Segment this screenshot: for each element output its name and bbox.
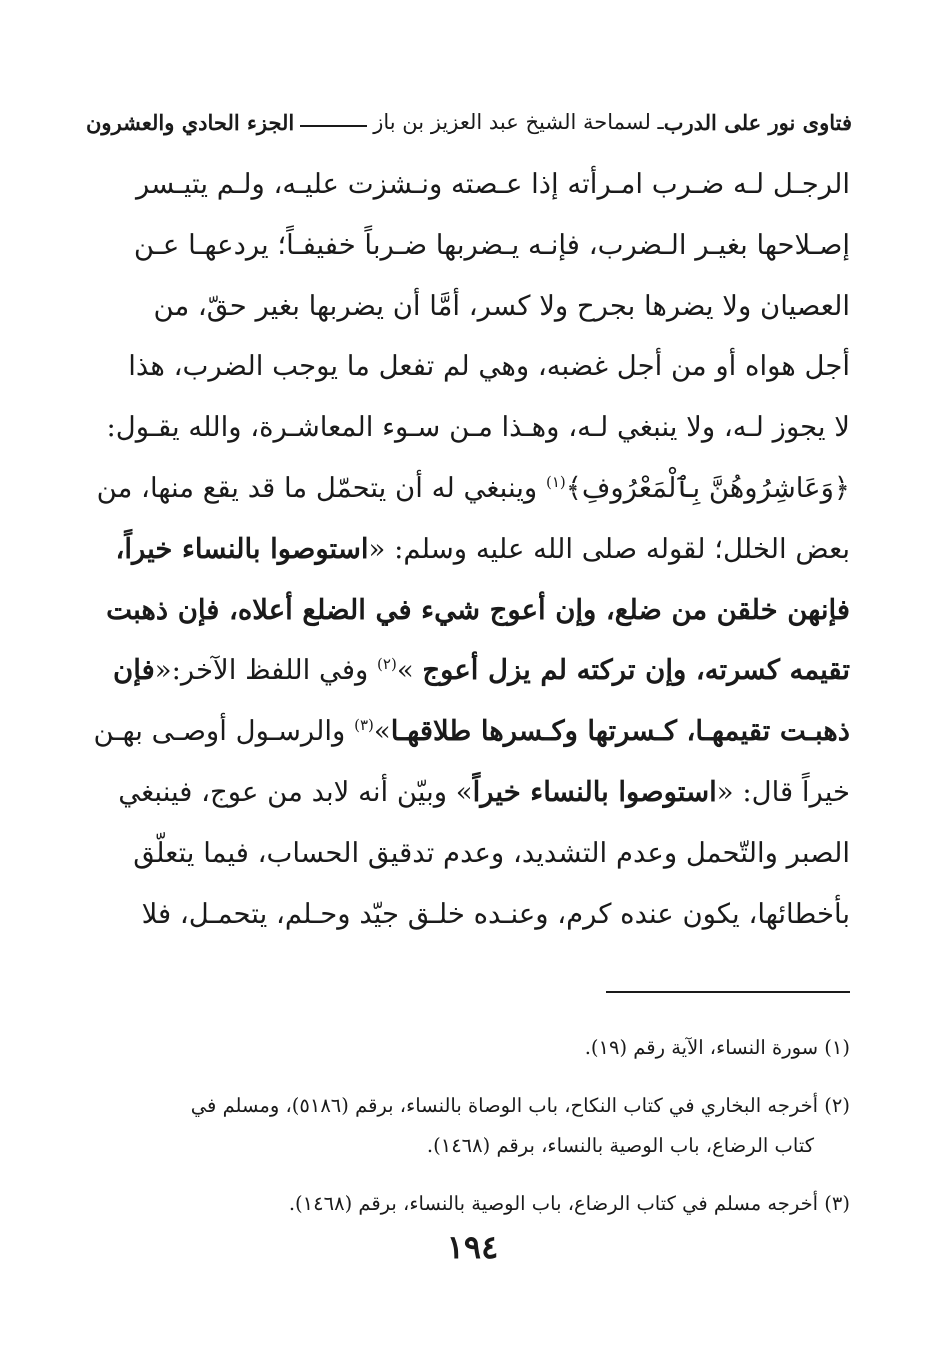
footnote-1: (١) سورة النساء، الآية رقم (١٩). xyxy=(584,1036,850,1059)
quote-close: » xyxy=(373,715,391,748)
text-line xyxy=(80,215,850,276)
text-line-11 xyxy=(118,762,850,823)
text-line xyxy=(80,762,850,823)
text-line-7-plain: بعض الخلل؛ لقوله صلى الله عليه وسلم: « xyxy=(368,532,850,565)
text-line xyxy=(80,154,850,215)
text-line-13: بأخطائها، يكون عنده كرم، وعنـده خلـق جيّد وحـلم، يتحمـل، فلا xyxy=(141,897,850,930)
text-line-5: لا يجوز لـه، ولا ينبغي لـه، وهـذا مـن سـوء المعاشـرة، والله يقـول: xyxy=(106,411,850,444)
text-line-11-plain: خيراً قال: « xyxy=(716,775,850,808)
text-line-6-rest: وينبغي له أن يتحمّل ما قد يقع منها، من xyxy=(96,471,538,504)
volume-label: الجزء الحادي والعشرون xyxy=(86,109,295,135)
text-line-9 xyxy=(113,640,850,701)
text-line xyxy=(80,580,850,641)
hadith-text: تقيمه كسرته، وإن تركته لم يزل أعوج xyxy=(422,654,850,687)
text-line xyxy=(80,336,850,397)
text-line xyxy=(80,640,850,701)
text-line-7 xyxy=(115,519,850,580)
text-line xyxy=(80,884,850,945)
text-line xyxy=(80,276,850,337)
footnotes xyxy=(84,1028,850,1224)
text-line-2: إصـلاحها بغيـر الـضرب، فإنـه يـضربها ضـرباً خفيفـاً؛ يردعهـا عـن xyxy=(133,228,850,261)
quran-verse: ﴿وَعَاشِرُوهُنَّ بِٱلْمَعْرُوفِ﴾ xyxy=(565,471,850,504)
hadith-text: استوصوا بالنساء خيراً xyxy=(472,775,717,808)
hadith-text: استوصوا بالنساء خيراً، xyxy=(115,532,369,565)
author-name: ـ لسماحة الشيخ عبد العزيز بن باز xyxy=(373,110,664,134)
text-line-12: الصبر والتّحمل وعدم التشديد، وعدم تدقيق الحساب، فيما يتعلّق xyxy=(133,836,850,869)
footnote-separator xyxy=(606,991,850,993)
text-line-10 xyxy=(94,701,850,762)
footnote-2-continued: كتاب الرضاع، باب الوصية بالنساء، برقم (١٤٦٨). xyxy=(426,1134,814,1157)
footnote-marker-3: (٣) xyxy=(354,716,374,735)
text-line-1: الرجـل لـه ضـرب امـرأته إذا عـصته ونـشزت عليـه، ولـم يتيـسر xyxy=(135,168,850,200)
quote-close: » xyxy=(396,654,423,687)
hadith-text: فإنهن خلقن من ضلع، وإن أعوج شيء في الضلع أعلاه، فإن ذهبت xyxy=(106,593,850,626)
text-line xyxy=(80,519,850,580)
text-line-6 xyxy=(97,458,850,519)
text-line-4: أجل هواه أو من أجل غضبه، وهي لم تفعل ما يوجب الضرب، هذا xyxy=(128,350,850,383)
page-number: ١٩٤ xyxy=(446,1228,499,1266)
header-rule xyxy=(300,125,367,127)
hadith-text: فإن xyxy=(113,654,155,687)
text-line xyxy=(80,823,850,884)
running-header xyxy=(86,102,852,142)
main-text xyxy=(80,154,850,944)
text-line-9-plain: وفي اللفظ الآخر:« xyxy=(154,654,378,687)
text-line xyxy=(80,397,850,458)
text-line-10-rest: والرسـول أوصـى بهـن xyxy=(93,715,355,748)
footnote-3: (٣) أخرجه مسلم في كتاب الرضاع، باب الوصية بالنساء، برقم (١٤٦٨). xyxy=(288,1192,850,1215)
footnote-marker-2: (٢) xyxy=(377,655,397,674)
hadith-text: ذهبـت تقيمهـا، كـسرتها وكـسرها طلاقهـا xyxy=(390,715,850,748)
footnote-marker-1: (١) xyxy=(545,472,566,491)
text-line-3: العصيان ولا يضرها بجرح ولا كسر، أمَّا أن يضربها بغير حقّ، من xyxy=(153,289,850,322)
book-title: فتاوى نور على الدرب xyxy=(663,109,852,135)
footnote-2: (٢) أخرجه البخاري في كتاب النكاح، باب الوصاة بالنساء، برقم (٥١٨٦)، ومسلم في xyxy=(190,1094,850,1117)
text-line xyxy=(80,701,850,762)
text-line xyxy=(80,458,850,519)
text-line-11-rest: » وبيّن أنه لابد من عوج، فينبغي xyxy=(118,775,473,808)
